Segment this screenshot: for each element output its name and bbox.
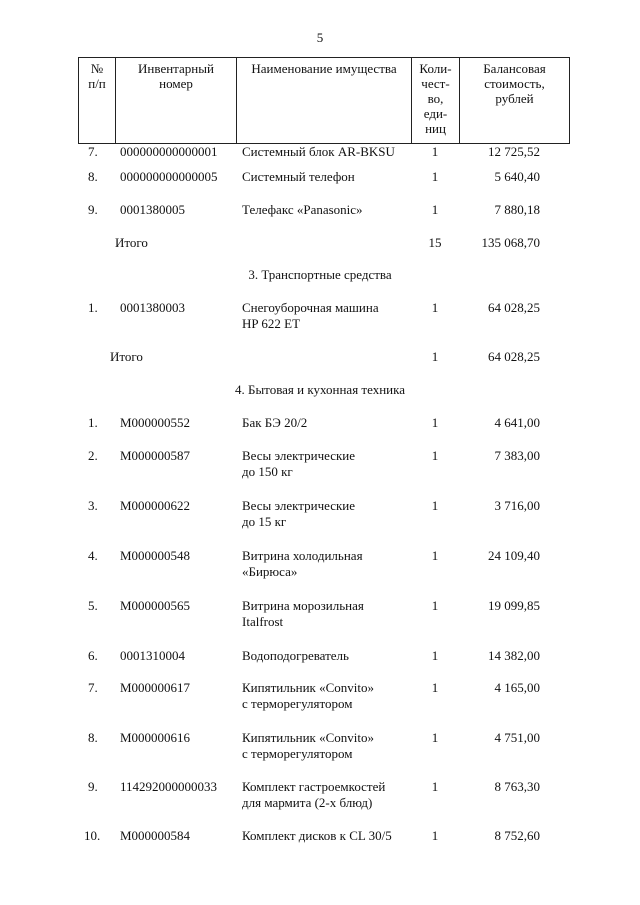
row-qty: 1 (431, 828, 439, 843)
header-number: № п/п (88, 61, 106, 91)
row-number: 9. (88, 779, 98, 794)
table-row (0, 498, 640, 530)
row-name: Системный блок AR-BKSU (242, 144, 395, 159)
row-cost: 3 716,00 (494, 498, 540, 513)
total-label: Итого (110, 349, 143, 364)
total-qty: 1 (431, 349, 439, 364)
row-name: Комплект дисков к CL 30/5 (242, 828, 392, 843)
section-title-transport: 3. Транспортные средства (248, 267, 392, 282)
total-qty: 15 (428, 235, 442, 250)
row-inventory: 000000000000005 (120, 169, 218, 184)
row-qty: 1 (431, 202, 439, 217)
row-inventory: M000000548 (120, 548, 191, 563)
row-qty: 1 (431, 779, 439, 794)
row-number: 8. (88, 169, 98, 184)
table-row (0, 598, 640, 630)
row-name: Витрина холодильная «Бирюса» (242, 548, 363, 579)
row-name: Бак БЭ 20/2 (242, 415, 308, 430)
row-name: Весы электрические до 15 кг (242, 498, 356, 529)
row-inventory: M000000584 (120, 828, 191, 843)
row-name: Комплект гастроемкостей для мармита (2-х блюд) (242, 779, 386, 810)
row-number: 6. (88, 648, 98, 663)
table-row (0, 448, 640, 480)
row-number: 1. (88, 415, 98, 430)
table-row (0, 169, 640, 201)
row-number: 10. (84, 828, 101, 843)
row-qty: 1 (431, 648, 439, 663)
row-qty: 1 (431, 169, 439, 184)
header-quantity: Коли- чест- во, еди- ниц (411, 58, 459, 143)
row-inventory: M000000552 (120, 415, 191, 430)
row-number: 2. (88, 448, 98, 463)
row-cost: 4 165,00 (494, 680, 540, 695)
row-qty: 1 (431, 498, 439, 513)
table-row (0, 730, 640, 762)
total-cost: 64 028,25 (488, 349, 540, 364)
row-cost: 7 383,00 (494, 448, 540, 463)
table-header (78, 57, 570, 144)
row-number: 1. (88, 300, 98, 315)
row-cost: 12 725,52 (488, 144, 540, 159)
row-inventory: 0001310004 (120, 648, 185, 663)
row-inventory: 114292000000033 (120, 779, 218, 794)
header-item-name: Наименование имущества (236, 58, 411, 143)
row-number: 7. (88, 680, 98, 695)
row-qty: 1 (431, 415, 439, 430)
row-name: Витрина морозильная Italfrost (242, 598, 364, 629)
row-qty: 1 (431, 680, 439, 695)
row-cost: 14 382,00 (488, 648, 540, 663)
row-number: 7. (88, 144, 98, 159)
row-name: Снегоуборочная машина HP 622 ET (242, 300, 379, 331)
row-number: 9. (88, 202, 98, 217)
table-row (0, 300, 640, 332)
page-number: 5 (316, 30, 324, 45)
row-cost: 7 880,18 (494, 202, 540, 217)
row-cost: 8 763,30 (494, 779, 540, 794)
row-cost: 19 099,85 (488, 598, 540, 613)
table-row (0, 680, 640, 712)
row-qty: 1 (431, 448, 439, 463)
table-row (0, 548, 640, 580)
table-row (0, 779, 640, 811)
row-qty: 1 (431, 598, 439, 613)
header-inventory-number: Инвентарный номер (115, 58, 236, 143)
total-row (0, 235, 640, 267)
row-inventory: M000000617 (120, 680, 191, 695)
table-row (0, 202, 640, 234)
row-name: Весы электрические до 150 кг (242, 448, 356, 479)
row-number: 5. (88, 598, 98, 613)
total-cost: 135 068,70 (481, 235, 540, 250)
table-row (0, 828, 640, 860)
row-inventory: M000000616 (120, 730, 191, 745)
total-row (0, 349, 640, 381)
section-title-appliances: 4. Бытовая и кухонная техника (234, 382, 405, 397)
row-cost: 4 641,00 (494, 415, 540, 430)
row-number: 4. (88, 548, 98, 563)
row-inventory: M000000622 (120, 498, 191, 513)
row-qty: 1 (431, 730, 439, 745)
row-qty: 1 (431, 300, 439, 315)
row-cost: 5 640,40 (494, 169, 540, 184)
row-name: Телефакс «Panasonic» (242, 202, 363, 217)
row-cost: 4 751,00 (494, 730, 540, 745)
row-inventory: 000000000000001 (120, 144, 218, 159)
total-label: Итого (115, 235, 148, 250)
row-name: Кипятильник «Convito» с терморегулятором (242, 730, 374, 761)
row-name: Системный телефон (242, 169, 355, 184)
row-cost: 24 109,40 (488, 548, 540, 563)
row-number: 8. (88, 730, 98, 745)
row-name: Кипятильник «Convito» с терморегулятором (242, 680, 374, 711)
table-row (0, 415, 640, 447)
row-inventory: 0001380003 (120, 300, 185, 315)
row-inventory: M000000565 (120, 598, 191, 613)
row-cost: 8 752,60 (494, 828, 540, 843)
row-number: 3. (88, 498, 98, 513)
row-inventory: M000000587 (120, 448, 191, 463)
row-inventory: 0001380005 (120, 202, 185, 217)
table-row (0, 648, 640, 680)
row-qty: 1 (431, 144, 439, 159)
header-balance-cost: Балансовая стоимость, рублей (459, 58, 569, 143)
row-name: Водоподогреватель (242, 648, 349, 663)
row-qty: 1 (431, 548, 439, 563)
row-cost: 64 028,25 (488, 300, 540, 315)
